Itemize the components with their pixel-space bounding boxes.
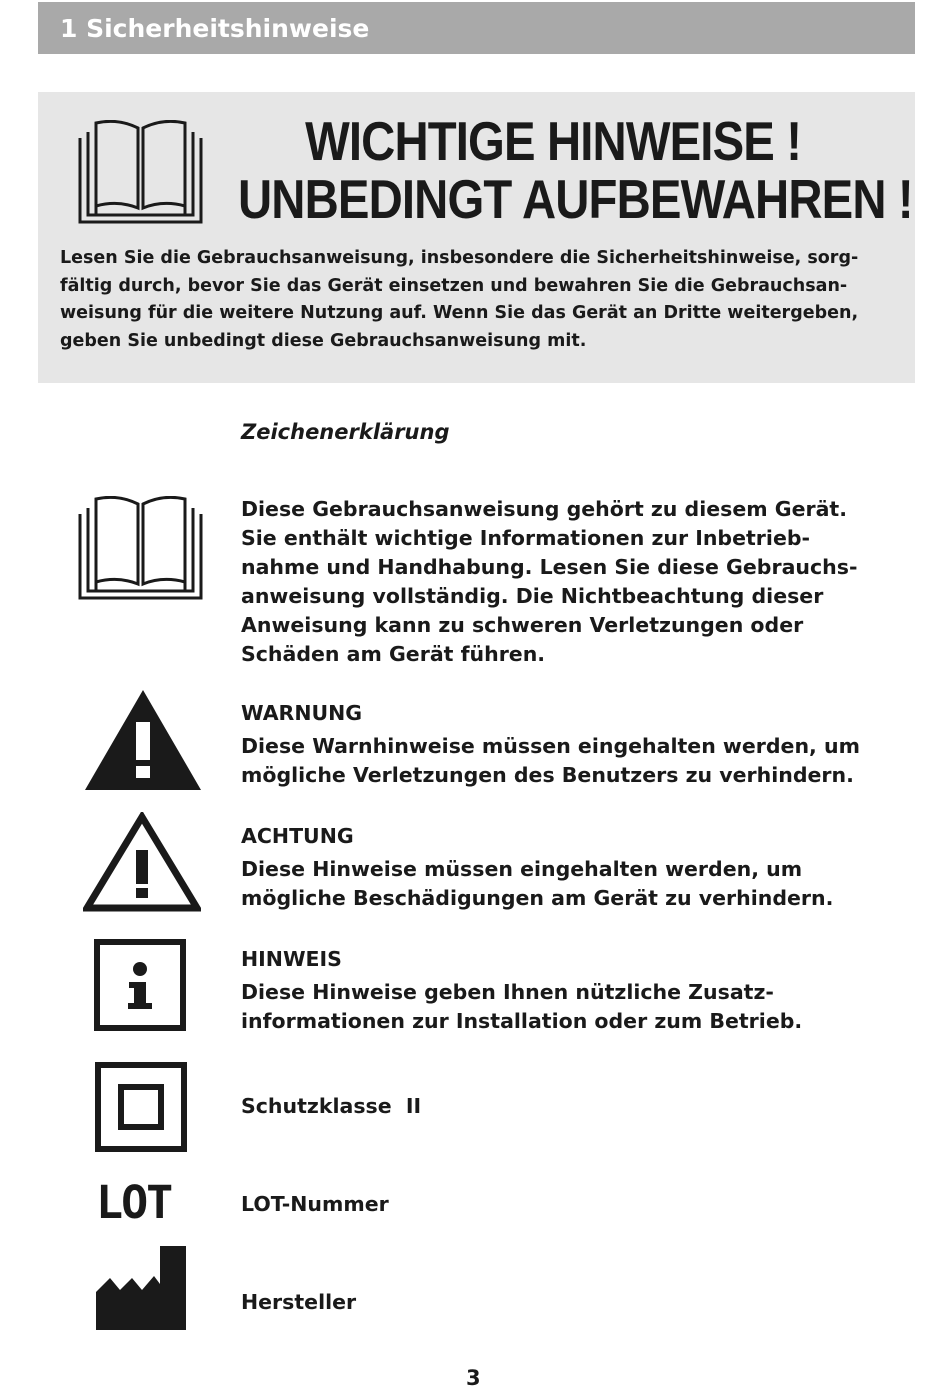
entry-text-line: Diese Gebrauchsanweisung gehört zu diesem Gerät.	[241, 497, 848, 521]
notice-title	[238, 110, 913, 230]
section-title: 1 Sicherheitshinweise	[60, 13, 370, 43]
legend-entry-note	[241, 945, 931, 1036]
entry-text: Schutzklasse II	[241, 1094, 422, 1118]
notice-title-line-1: WICHTIGE HINWEISE !	[305, 110, 802, 172]
book-icon	[78, 120, 203, 224]
entry-text-line: Diese Hinweise müssen eingehalten werden, um	[241, 857, 803, 881]
notice-text	[60, 245, 908, 355]
section-header	[38, 2, 915, 54]
entry-label: ACHTUNG	[241, 824, 354, 848]
legend-entry-warning	[241, 699, 931, 790]
notice-text-line: weisung für die weitere Nutzung auf. Wenn Sie das Gerät an Dritte weitergeben,	[60, 303, 859, 323]
entry-text-line: informationen zur Installation oder zum Betrieb.	[241, 1009, 803, 1033]
entry-label: HINWEIS	[241, 947, 342, 971]
legend-heading: Zeichenerklärung	[241, 420, 450, 444]
factory-icon	[96, 1246, 186, 1330]
info-icon	[94, 939, 186, 1031]
legend-entry-manual	[241, 495, 931, 669]
legend-entry-lot	[241, 1190, 931, 1219]
entry-text-line: mögliche Verletzungen des Benutzers zu verhindern.	[241, 763, 854, 787]
lot-symbol: LOT	[96, 1176, 172, 1229]
page-number: 3	[466, 1366, 481, 1390]
entry-text-line: Anweisung kann zu schweren Verletzungen oder	[241, 613, 804, 637]
legend-entry-protection-class	[241, 1092, 931, 1121]
book-icon	[78, 496, 203, 600]
entry-text-line: Sie enthält wichtige Informationen zur Inbetrieb-	[241, 526, 811, 550]
entry-label: WARNUNG	[241, 701, 363, 725]
legend-entry-caution	[241, 822, 931, 913]
entry-text-line: nahme und Handhabung. Lesen Sie diese Gebrauchs-	[241, 555, 858, 579]
notice-title-line-2: UNBEDINGT AUFBEWAHREN !	[238, 168, 913, 230]
caution-outline-triangle-icon	[83, 812, 201, 912]
entry-text-line: Schäden am Gerät führen.	[241, 642, 546, 666]
warning-filled-triangle-icon	[85, 690, 201, 790]
notice-text-line: Lesen Sie die Gebrauchsanweisung, insbesondere die Sicherheitshinweise, sorg-	[60, 248, 859, 268]
entry-text-line: mögliche Beschädigungen am Gerät zu verhindern.	[241, 886, 834, 910]
notice-text-line: fältig durch, bevor Sie das Gerät einsetzen und bewahren Sie die Gebrauchsan-	[60, 275, 848, 296]
entry-text-line: anweisung vollständig. Die Nichtbeachtung dieser	[241, 584, 824, 608]
entry-text: Hersteller	[241, 1290, 357, 1314]
legend-entry-manufacturer	[241, 1288, 931, 1317]
entry-text-line: Diese Hinweise geben Ihnen nützliche Zusatz-	[241, 980, 774, 1004]
important-notice-box	[38, 92, 915, 383]
double-square-icon	[95, 1062, 187, 1152]
entry-text-line: Diese Warnhinweise müssen eingehalten werden, um	[241, 734, 860, 758]
notice-text-line: geben Sie unbedingt diese Gebrauchsanweisung mit.	[60, 330, 587, 351]
entry-text: LOT-Nummer	[241, 1192, 389, 1216]
